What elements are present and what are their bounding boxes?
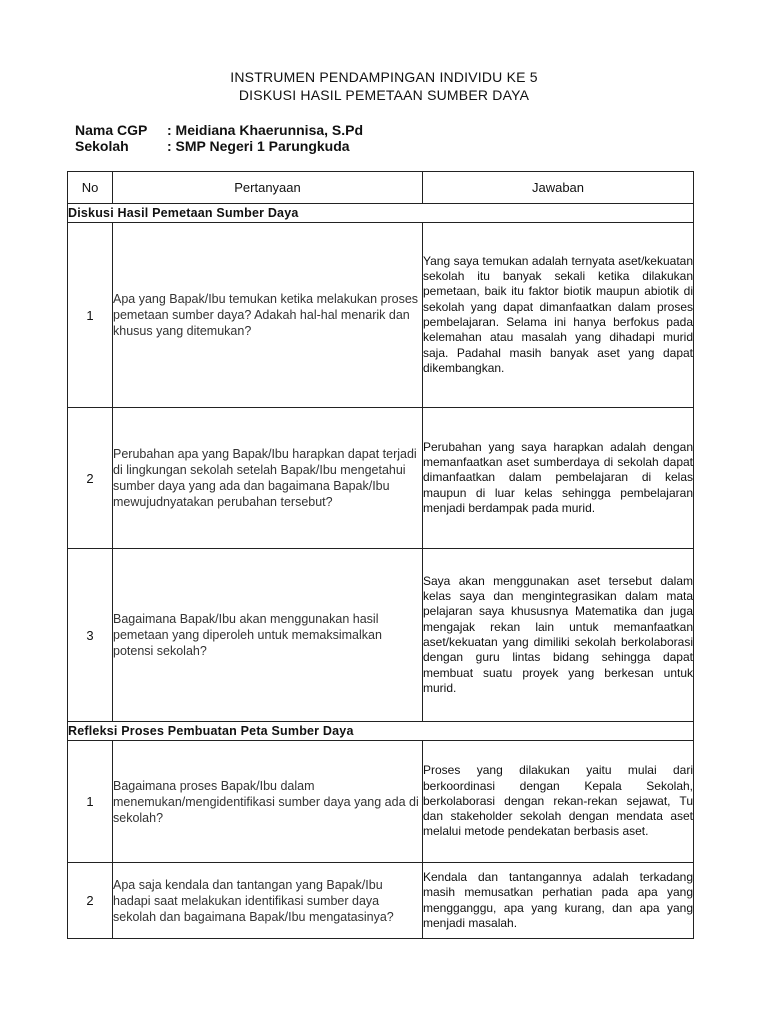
row-number: 3 <box>68 549 113 722</box>
question-cell: Bagaimana proses Bapak/Ibu dalam menemukan/mengidentifikasi sumber daya yang ada di sekolah? <box>113 741 423 863</box>
section-row <box>68 722 694 741</box>
header-no: No <box>68 172 113 204</box>
instrument-table <box>67 171 694 939</box>
row-number: 2 <box>68 408 113 549</box>
table-row <box>68 408 694 549</box>
question-cell: Bagaimana Bapak/Ibu akan menggunakan hasil pemetaan yang diperoleh untuk memaksimalkan potensi sekolah? <box>113 549 423 722</box>
question-cell: Apa saja kendala dan tantangan yang Bapak/Ibu hadapi saat melakukan identifikasi sumber daya sekolah dan bagaimana Bapak/Ibu mengatasinya? <box>113 863 423 939</box>
sekolah-line <box>75 138 350 154</box>
answer-cell: Yang saya temukan adalah ternyata aset/kekuatan sekolah itu banyak sekali ketika dilakukan pemetaan, baik itu faktor biotik maupun abiotik di sekolah yang dapat dimanfaatkan dalam proses pembelajaran. Selama ini hanya berfokus pada kelemahan atau masalah yang dihadapi murid saja. Padahal masih banyak aset yang dapat dikembangkan. <box>423 223 694 408</box>
row-number: 1 <box>68 741 113 863</box>
sekolah-value: : SMP Negeri 1 Parungkuda <box>167 138 350 154</box>
table-header-row <box>68 172 694 204</box>
nama-cgp-value: : Meidiana Khaerunnisa, S.Pd <box>167 122 364 138</box>
header-jawaban: Jawaban <box>423 172 694 204</box>
question-cell: Apa yang Bapak/Ibu temukan ketika melakukan proses pemetaan sumber daya? Adakah hal-hal menarik dan khusus yang ditemukan? <box>113 223 423 408</box>
table-row <box>68 863 694 939</box>
row-number: 2 <box>68 863 113 939</box>
sekolah-label: Sekolah <box>75 138 129 154</box>
header-pertanyaan: Pertanyaan <box>113 172 423 204</box>
table-row <box>68 223 694 408</box>
answer-cell: Saya akan menggunakan aset tersebut dalam kelas saya dan mengintegrasikan dalam mata pelajaran saya khususnya Matematika dan juga mengajak rekan lain untuk memanfaatkan aset/kekuatan yang dimiliki sekolah berkolaborasi dengan guru lintas bidang sehingga dapat membuat suatu proyek yang berkesan untuk murid. <box>423 549 694 722</box>
answer-cell: Kendala dan tantangannya adalah terkadang masih memusatkan perhatian pada apa yang mengganggu, apa yang kurang, dan apa yang menjadi masalah. <box>423 863 694 939</box>
document-subtitle: DISKUSI HASIL PEMETAAN SUMBER DAYA <box>238 87 530 103</box>
document-title: INSTRUMEN PENDAMPINGAN INDIVIDU KE 5 <box>230 69 538 85</box>
nama-cgp-label: Nama CGP <box>75 122 148 138</box>
question-cell: Perubahan apa yang Bapak/Ibu harapkan dapat terjadi di lingkungan sekolah setelah Bapak/Ibu mengetahui sumber daya yang ada dan bagaimana Bapak/Ibu mewujudnyatakan perubahan tersebut? <box>113 408 423 549</box>
table-row <box>68 549 694 722</box>
section-row <box>68 204 694 223</box>
answer-cell: Perubahan yang saya harapkan adalah dengan memanfaatkan aset sumberdaya di sekolah dapat dimanfaatkan dalam pembelajaran di kelas maupun di luar kelas sehingga pembelajaran menjadi berdampak pada murid. <box>423 408 694 549</box>
section-title-refleksi: Refleksi Proses Pembuatan Peta Sumber Daya <box>68 722 694 741</box>
nama-cgp-line <box>75 122 363 138</box>
section-title-diskusi: Diskusi Hasil Pemetaan Sumber Daya <box>68 204 694 223</box>
answer-cell: Proses yang dilakukan yaitu mulai dari berkoordinasi dengan Kepala Sekolah, berkolaborasi dengan rekan-rekan sejawat, Tu dan stakeholder sekolah dengan mendata aset melalui metode pendekatan berbasis aset. <box>423 741 694 863</box>
table-row <box>68 741 694 863</box>
row-number: 1 <box>68 223 113 408</box>
